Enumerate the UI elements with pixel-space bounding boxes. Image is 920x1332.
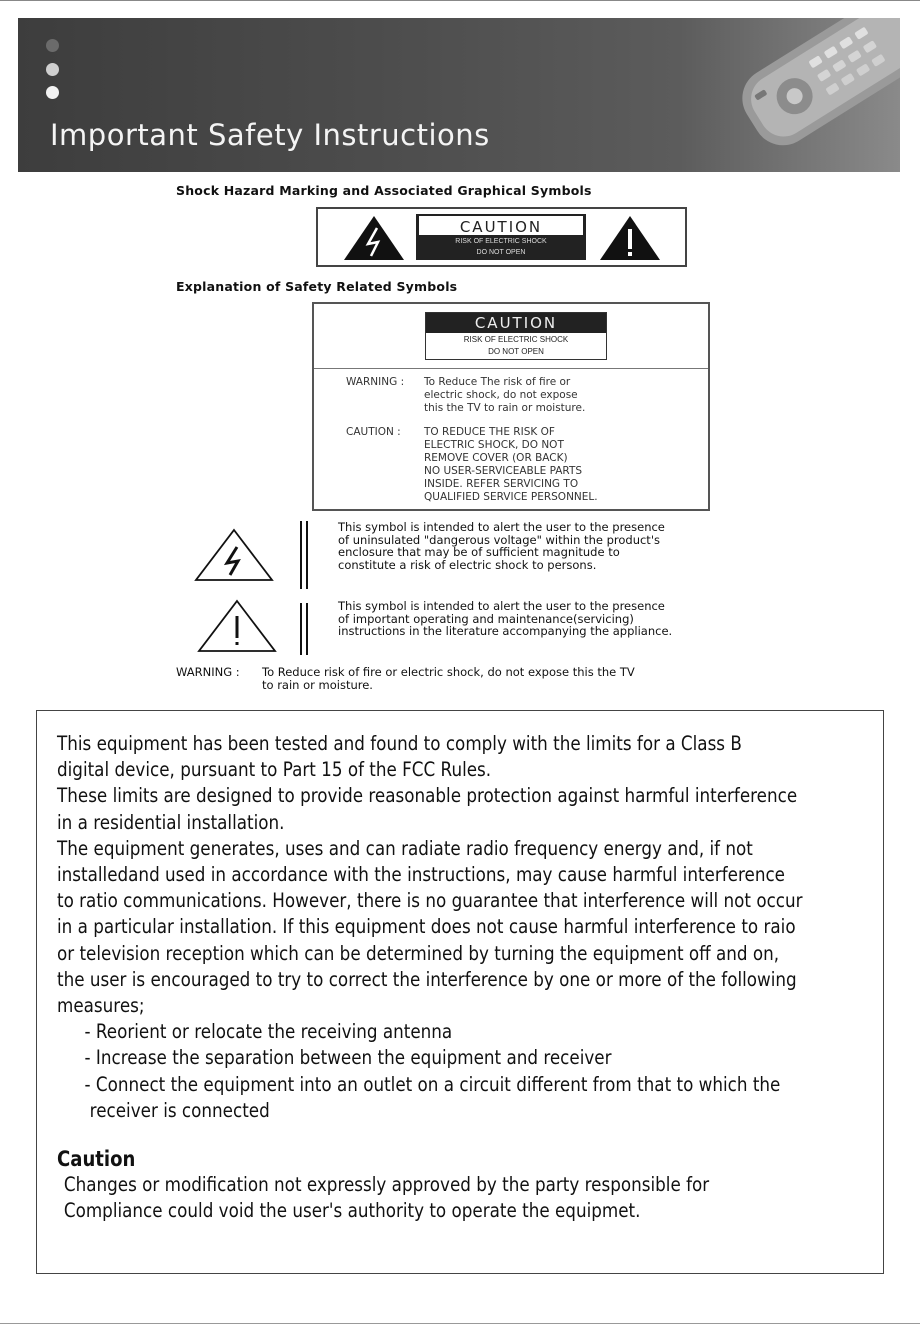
fcc-line: in a residential installation. bbox=[57, 810, 285, 834]
explanation-caution-line: NO USER-SERVICEABLE PARTS bbox=[424, 465, 583, 477]
symbol-description-line: This symbol is intended to alert the user to the presence bbox=[338, 599, 665, 613]
symbol-description-line: instructions in the literature accompanying the appliance. bbox=[338, 624, 673, 638]
explanation-caution-badge bbox=[425, 312, 607, 360]
explanation-caution-line: TO REDUCE THE RISK OF bbox=[424, 426, 555, 438]
explanation-caution-line: REMOVE COVER (OR BACK) bbox=[424, 452, 568, 464]
explanation-caution-key: CAUTION : bbox=[346, 426, 401, 438]
explanation-warning bbox=[346, 376, 585, 415]
fcc-measure-item: - Connect the equipment into an outlet on a circuit different from that to which the bbox=[84, 1072, 781, 1096]
fcc-line: in a particular installation. If this equipment does not cause harmful interference to raio bbox=[57, 915, 796, 939]
symbol-description-line: This symbol is intended to alert the user to the presence bbox=[338, 520, 665, 534]
caution-line: Changes or modification not expressly approved by the party responsible for bbox=[63, 1173, 710, 1197]
explanation-caution-line1: RISK OF ELECTRIC SHOCK bbox=[463, 335, 569, 344]
exclamation-triangle-outline-icon bbox=[196, 598, 278, 654]
explanation-caution-title: CAUTION bbox=[426, 313, 606, 333]
warning-statement bbox=[176, 666, 635, 692]
explanation-caution-line: INSIDE. REFER SERVICING TO bbox=[424, 478, 579, 490]
fcc-line: installedand used in accordance with the instructions, may cause harmful interference bbox=[57, 863, 785, 887]
explanation-warning-line: electric shock, do not expose bbox=[424, 389, 578, 401]
explanation-label bbox=[312, 302, 710, 511]
symbol-divider bbox=[300, 521, 310, 589]
explanation-heading: Explanation of Safety Related Symbols bbox=[176, 279, 458, 294]
fcc-notice-text bbox=[57, 731, 803, 1225]
explanation-caution-line2: DO NOT OPEN bbox=[488, 347, 544, 356]
bullet-dot-icon bbox=[46, 39, 59, 52]
caution-label bbox=[316, 207, 687, 267]
symbol-description-line: of uninsulated "dangerous voltage" within the product's bbox=[338, 532, 660, 547]
symbol-description-voltage bbox=[338, 521, 665, 571]
explanation-warning-key: WARNING : bbox=[346, 376, 405, 388]
caution-title: Caution bbox=[57, 1147, 136, 1172]
symbol-description-line: enclosure that may be of sufficient magnitude to bbox=[338, 545, 620, 559]
bullet-dot-icon bbox=[46, 63, 59, 76]
fcc-line: to ratio communications. However, there is no guarantee that interference will not occur bbox=[57, 889, 803, 913]
top-rule bbox=[0, 0, 920, 1]
page-title: Important Safety Instructions bbox=[50, 118, 490, 152]
caution-label-line2: DO NOT OPEN bbox=[476, 249, 526, 256]
symbol-description-maintenance bbox=[338, 600, 672, 638]
lightning-triangle-outline-icon bbox=[193, 527, 275, 583]
explanation-caution bbox=[346, 426, 598, 504]
fcc-line: The equipment generates, uses and can radiate radio frequency energy and, if not bbox=[57, 836, 753, 860]
warning-line: to rain or moisture. bbox=[262, 678, 373, 692]
fcc-line: or television reception which can be determined by turning the equipment off and on, bbox=[57, 941, 780, 965]
remote-control-icon bbox=[718, 18, 900, 172]
fcc-measure-item: - Increase the separation between the equipment and receiver bbox=[84, 1046, 612, 1070]
symbol-description-line: constitute a risk of electric shock to persons. bbox=[338, 557, 597, 572]
fcc-line: the user is encouraged to try to correct the interference by one or more of the following bbox=[57, 967, 797, 991]
lightning-triangle-icon bbox=[342, 214, 406, 262]
explanation-warning-line: this the TV to rain or moisture. bbox=[424, 402, 586, 414]
fcc-measure-item: - Reorient or relocate the receiving antenna bbox=[84, 1020, 453, 1044]
caution-label-title: CAUTION bbox=[419, 216, 583, 235]
symbol-description-line: of important operating and maintenance(servicing) bbox=[338, 611, 634, 626]
bottom-rule bbox=[0, 1323, 920, 1324]
explanation-label-top bbox=[314, 304, 708, 369]
caution-label-line1: RISK OF ELECTRIC SHOCK bbox=[455, 238, 547, 245]
warning-key: WARNING : bbox=[176, 665, 240, 679]
fcc-line: These limits are designed to provide reasonable protection against harmful interference bbox=[57, 784, 798, 808]
symbol-divider bbox=[300, 603, 310, 655]
warning-line: To Reduce risk of fire or electric shock, do not expose this the TV bbox=[262, 665, 635, 679]
fcc-line: measures; bbox=[57, 994, 145, 1018]
explanation-caution-line: QUALIFIED SERVICE PERSONNEL. bbox=[424, 491, 598, 503]
caution-label-center bbox=[416, 214, 586, 260]
fcc-line: digital device, pursuant to Part 15 of the FCC Rules. bbox=[57, 758, 492, 782]
explanation-caution-line: ELECTRIC SHOCK, DO NOT bbox=[424, 439, 564, 451]
header-banner bbox=[18, 18, 900, 172]
exclamation-triangle-icon bbox=[598, 214, 662, 262]
bullet-dot-icon bbox=[46, 86, 59, 99]
caution-line: Compliance could void the user's authority to operate the equipmet. bbox=[63, 1199, 641, 1223]
fcc-line: This equipment has been tested and found to comply with the limits for a Class B bbox=[57, 732, 742, 755]
fcc-notice-box bbox=[36, 710, 884, 1274]
explanation-warning-line: To Reduce The risk of fire or bbox=[424, 376, 571, 388]
shock-hazard-heading: Shock Hazard Marking and Associated Graphical Symbols bbox=[176, 183, 592, 198]
fcc-measure-continuation: receiver is connected bbox=[89, 1098, 270, 1122]
